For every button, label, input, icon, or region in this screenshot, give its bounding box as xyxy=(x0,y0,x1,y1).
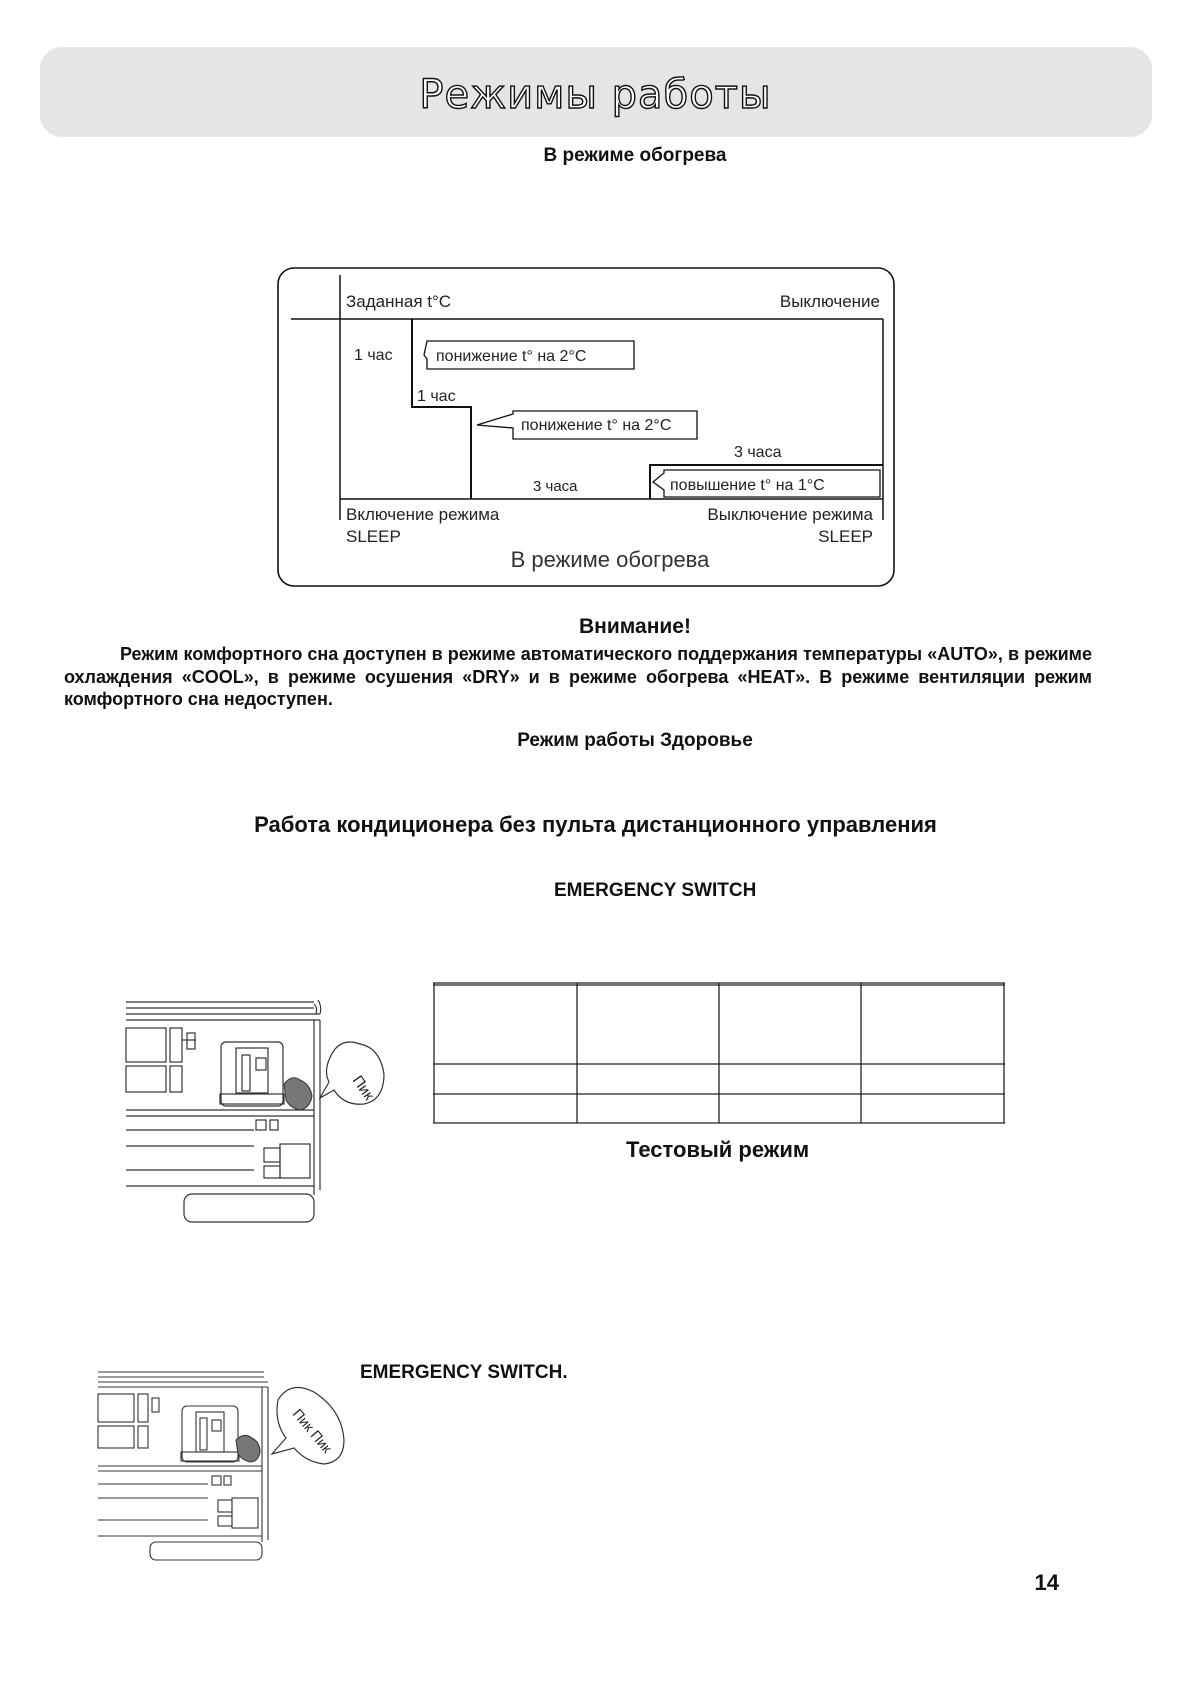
emergency-label-1: EMERGENCY SWITCH xyxy=(554,880,757,901)
indoor-unit-illustration-2 xyxy=(96,1370,356,1562)
step4-note: повышение t° на 1°C xyxy=(670,477,825,494)
beep-1: Пик xyxy=(348,1072,378,1104)
set-temp-label: Заданная t°C xyxy=(346,292,452,311)
health-heading: Режим работы Здоровье xyxy=(517,730,753,751)
warning-title: Внимание! xyxy=(579,615,691,638)
warning-text xyxy=(64,643,1092,711)
step2-time: 1 час xyxy=(417,388,456,405)
warning-body: Режим комфортного сна доступен в режиме автоматического поддержания температуры «AUTO», в режиме охлаждения «COOL», в режиме осушения «DRY» и в режиме обогрева «HEAT». В режиме вентиляции режим комфортного сна недоступен. xyxy=(64,644,1092,709)
no-remote-heading: Работа кондиционера без пульта дистанционного управления xyxy=(254,812,937,837)
page-number: 14 xyxy=(1034,1570,1059,1595)
step2-note: понижение t° на 2°C xyxy=(521,417,672,434)
indoor-unit-illustration-1 xyxy=(124,1000,394,1225)
step1-note: понижение t° на 2°C xyxy=(436,348,587,365)
sleep-on-line2: SLEEP xyxy=(346,527,401,546)
emergency-mode-table xyxy=(433,982,1005,1124)
diagram-caption: В режиме обогрева xyxy=(510,547,710,572)
sleep-mode-diagram xyxy=(277,267,895,587)
sleep-off-line1: Выключение режима xyxy=(707,505,873,524)
shutdown-label: Выключение xyxy=(779,292,880,311)
sleep-off-line2: SLEEP xyxy=(818,527,873,546)
step3-time: 3 часа xyxy=(533,478,578,495)
page-title: Режимы работы xyxy=(419,72,772,118)
test-mode-heading: Тестовый режим xyxy=(626,1137,810,1162)
emergency-label-2: EMERGENCY SWITCH. xyxy=(360,1362,568,1383)
step4-time: 3 часа xyxy=(734,444,782,461)
step1-time: 1 час xyxy=(354,347,393,364)
heating-subtitle: В режиме обогрева xyxy=(543,145,727,166)
beep-2: Пик Пик xyxy=(289,1405,336,1456)
sleep-on-line1: Включение режима xyxy=(346,505,500,524)
